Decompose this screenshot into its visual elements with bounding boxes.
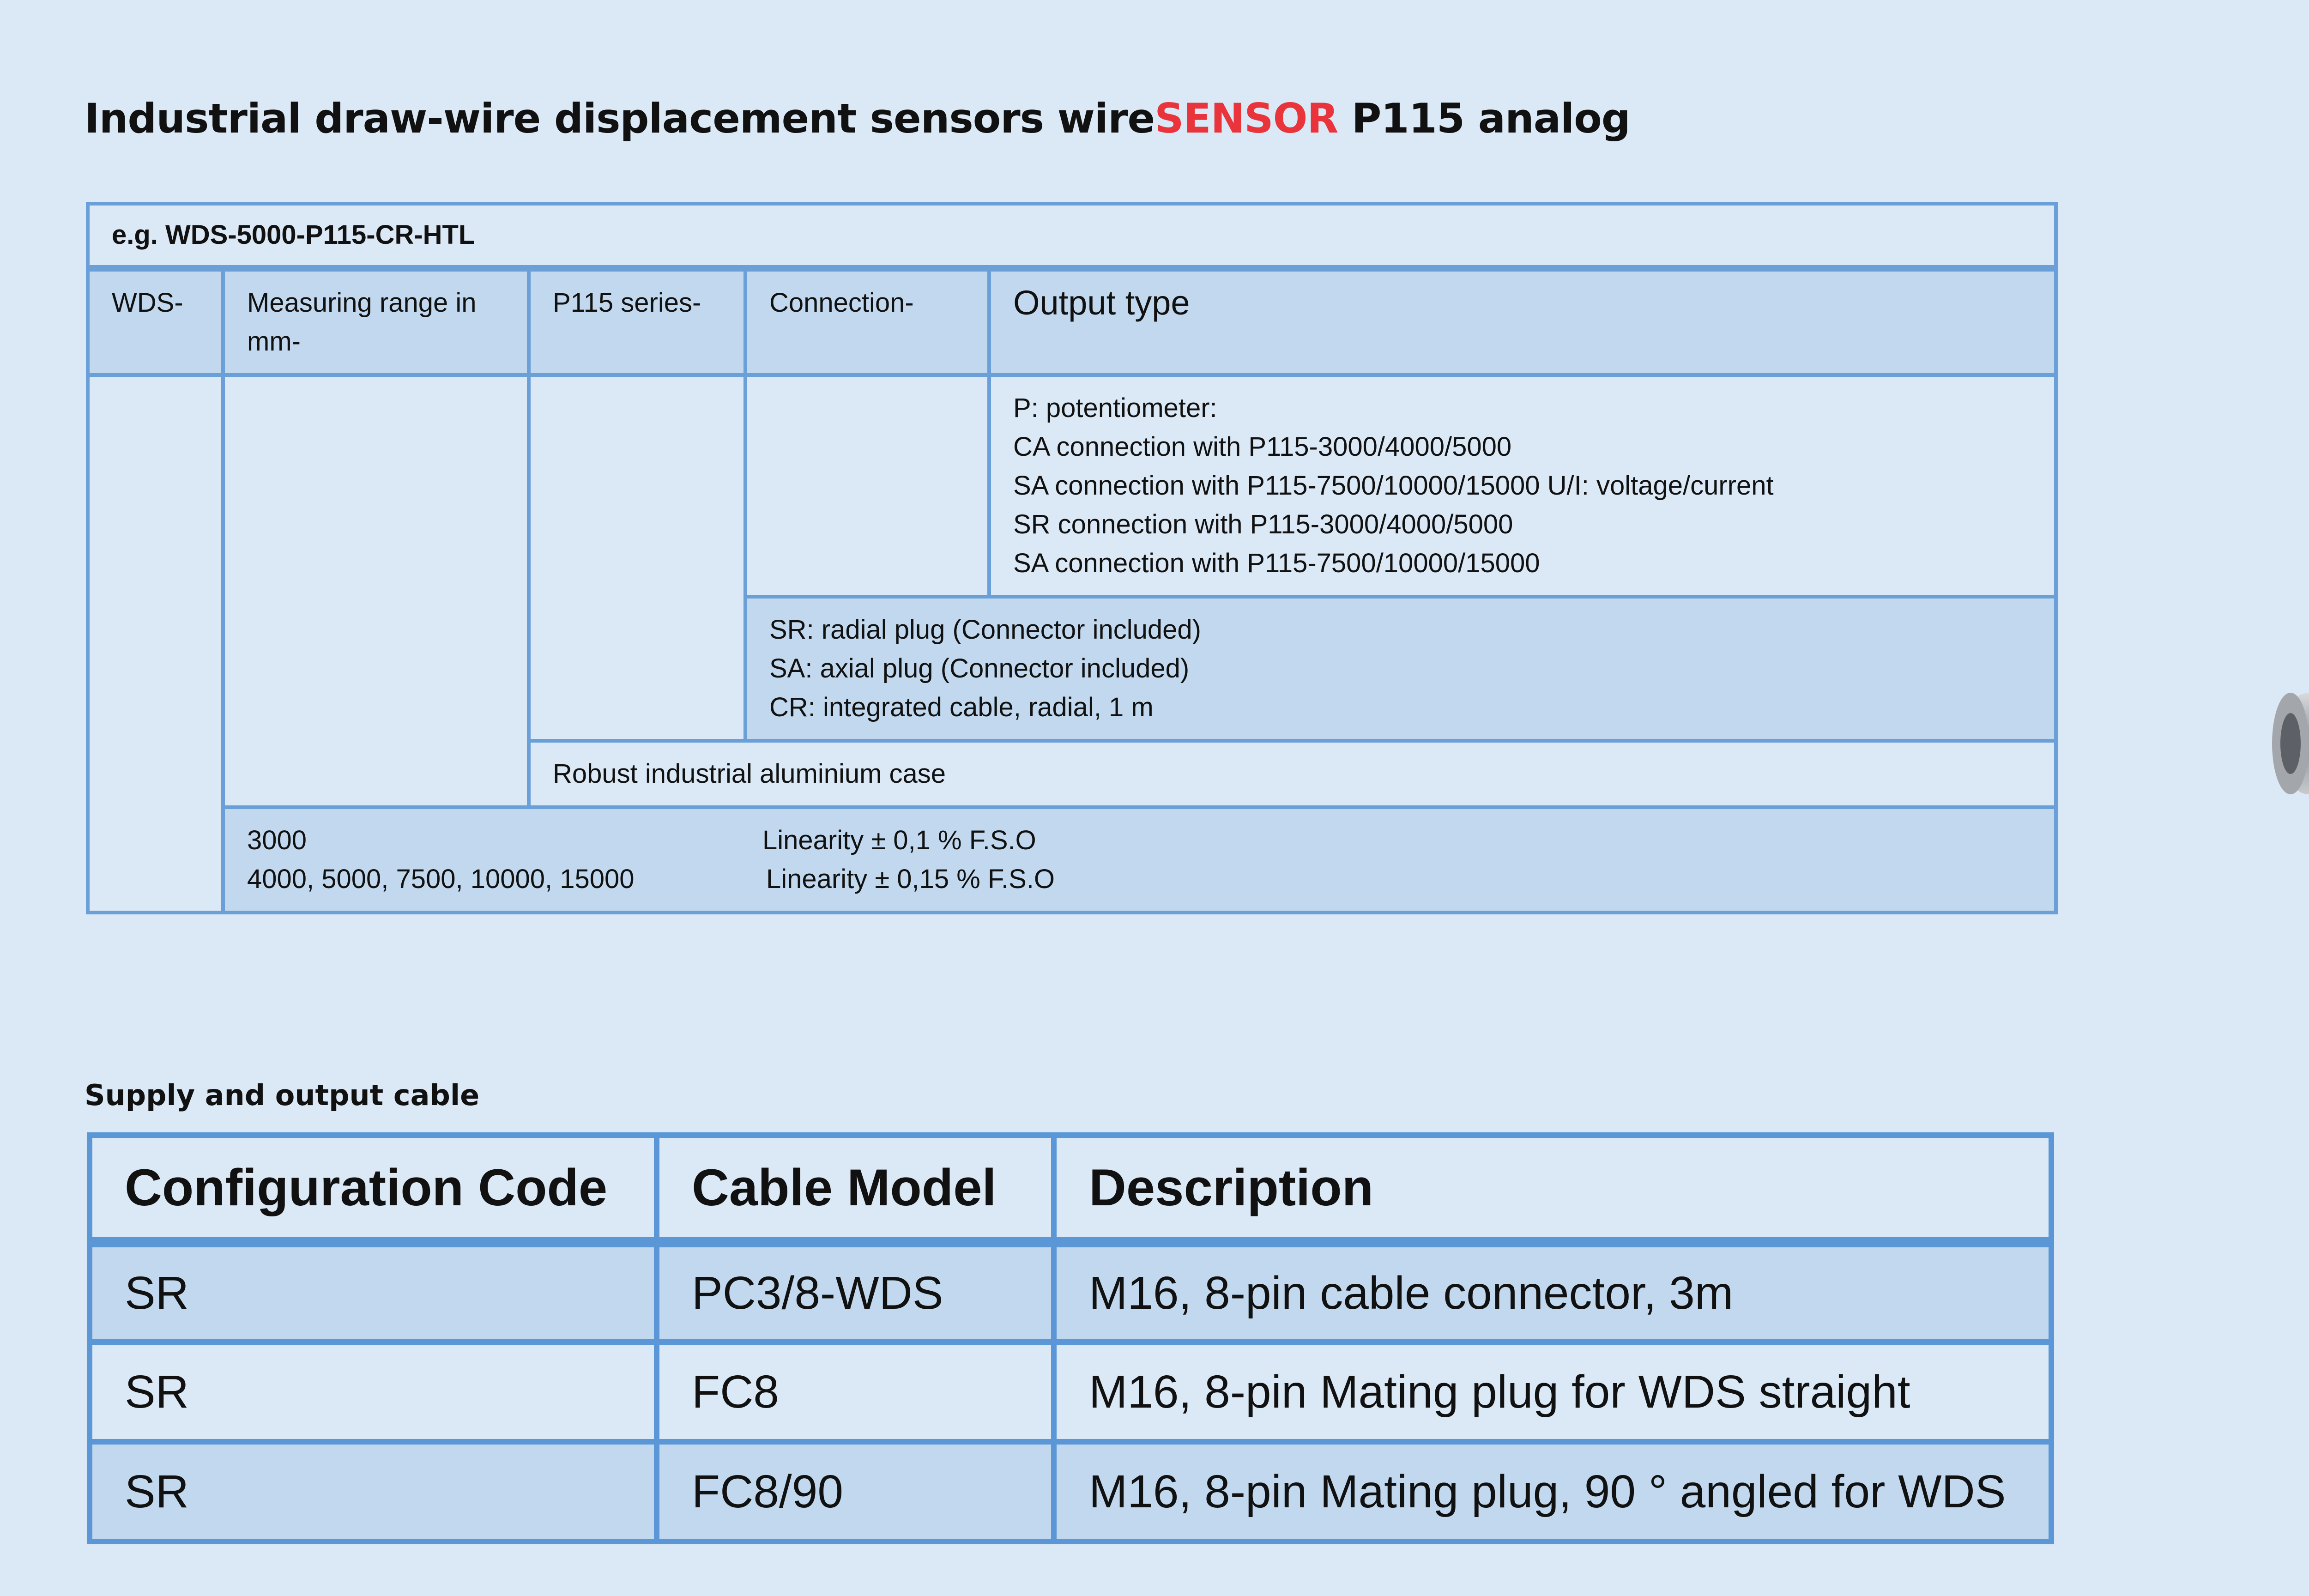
cable-header-model: Cable Model xyxy=(657,1135,1054,1242)
range-column-cell xyxy=(223,375,529,807)
cable-header-description: Description xyxy=(1054,1135,2051,1242)
linearity-value: Linearity ± 0,1 % F.S.O xyxy=(762,825,1036,855)
title-suffix: P115 analog xyxy=(1338,95,1630,142)
series-note-cell: Robust industrial aluminium case xyxy=(529,741,2056,807)
cable-description: M16, 8-pin Mating plug, 90 ° angled for WDS xyxy=(1054,1442,2051,1542)
output-type-line: P: potentiometer: xyxy=(1013,393,1217,423)
title-accent: SENSOR xyxy=(1154,95,1338,142)
draw-wire-sensor-photo xyxy=(2263,194,2309,1034)
cable-code: SR xyxy=(90,1342,657,1442)
cable-model: FC8/90 xyxy=(657,1442,1054,1542)
cable-model: FC8 xyxy=(657,1342,1054,1442)
cable-section-label: Supply and output cable xyxy=(85,1078,480,1112)
header-measuring-range: Measuring range in mm- xyxy=(223,268,529,375)
cable-description: M16, 8-pin cable connector, 3m xyxy=(1054,1242,2051,1342)
range-value: 4000, 5000, 7500, 10000, 15000 xyxy=(247,864,635,894)
cable-code: SR xyxy=(90,1242,657,1342)
range-row xyxy=(247,821,2032,860)
connection-line: SA: axial plug (Connector included) xyxy=(769,653,1190,683)
order-code-table xyxy=(86,202,2058,914)
cable-model: PC3/8-WDS xyxy=(657,1242,1054,1342)
cable-table xyxy=(87,1132,2054,1544)
table-row xyxy=(90,1342,2051,1442)
output-type-line: SA connection with P115-7500/10000/15000 U/I: voltage/current xyxy=(1013,471,1774,501)
header-wds: WDS- xyxy=(88,268,223,375)
output-type-line: CA connection with P115-3000/4000/5000 xyxy=(1013,432,1512,462)
connection-line: SR: radial plug (Connector included) xyxy=(769,615,1201,645)
table-row xyxy=(90,1442,2051,1542)
cable-description: M16, 8-pin Mating plug for WDS straight xyxy=(1054,1342,2051,1442)
connection-options-cell xyxy=(745,597,2056,741)
title-prefix: Industrial draw-wire displacement sensors wire xyxy=(85,95,1155,142)
connection-line: CR: integrated cable, radial, 1 m xyxy=(769,692,1154,722)
output-type-line: SR connection with P115-3000/4000/5000 xyxy=(1013,509,1513,539)
page-title xyxy=(85,95,1630,142)
series-column-cell xyxy=(529,375,745,741)
header-connection: Connection- xyxy=(745,268,989,375)
connection-column-cell xyxy=(745,375,989,597)
range-row xyxy=(247,860,2032,899)
wds-column-cell xyxy=(88,375,223,913)
table-row xyxy=(90,1242,2051,1342)
linearity-value: Linearity ± 0,15 % F.S.O xyxy=(766,864,1055,894)
range-value: 3000 xyxy=(247,825,307,855)
cable-header-code: Configuration Code xyxy=(90,1135,657,1242)
range-linearity-cell xyxy=(223,807,2056,913)
header-output-type: Output type xyxy=(989,268,2056,375)
order-example: e.g. WDS-5000-P115-CR-HTL xyxy=(88,204,2056,268)
cable-code: SR xyxy=(90,1442,657,1542)
output-type-line: SA connection with P115-7500/10000/15000 xyxy=(1013,548,1540,578)
header-series: P115 series- xyxy=(529,268,745,375)
output-type-cell xyxy=(989,375,2056,597)
